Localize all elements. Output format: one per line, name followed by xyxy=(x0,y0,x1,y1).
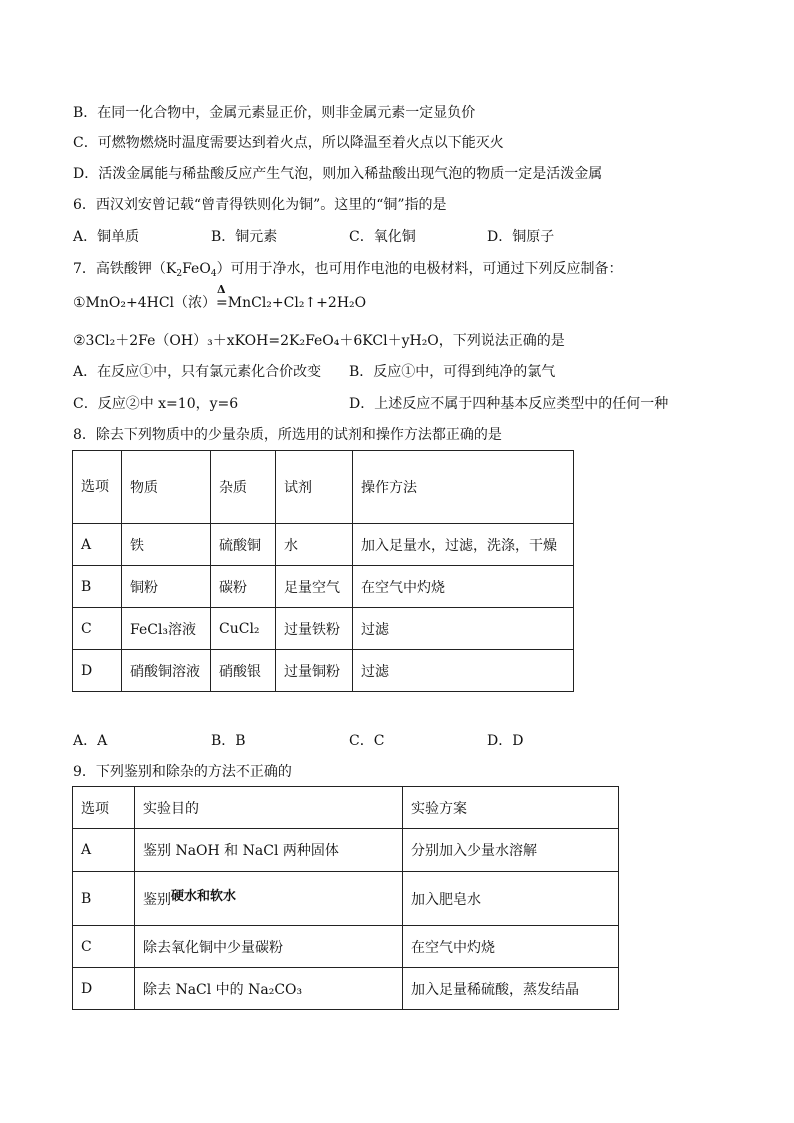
table-cell: 除去氧化铜中少量碳粉 xyxy=(135,926,403,968)
q7-option-d[interactable]: D．上述反应不属于四种基本反应类型中的任何一种 xyxy=(349,396,669,412)
table-cell: FeCl₃溶液 xyxy=(122,608,211,650)
table-cell: 过滤 xyxy=(353,608,574,650)
header-cell: 试剂 xyxy=(276,451,353,524)
table-cell: 硝酸铜溶液 xyxy=(122,650,211,692)
table-cell: 水 xyxy=(276,524,353,566)
q7-option-c[interactable]: C．反应②中 x=10，y=6 xyxy=(73,396,239,412)
table-cell: 碳粉 xyxy=(211,566,276,608)
table-cell: 除去 NaCl 中的 Na₂CO₃ xyxy=(135,968,403,1010)
table-row xyxy=(73,829,619,872)
q7-reaction-2: ②3Cl₂＋2Fe（OH）₃＋xKOH=2K₂FeO₄＋6KCl＋yH₂O，下列说法正确的是 xyxy=(73,333,565,349)
table-cell: 加入足量稀硫酸，蒸发结晶 xyxy=(403,968,619,1010)
q6-option-d[interactable]: D．铜原子 xyxy=(487,229,555,245)
table-cell: 鉴别硬水和软水 xyxy=(135,872,403,926)
table-cell: 铁 xyxy=(122,524,211,566)
table-cell: C xyxy=(73,608,122,650)
table-cell: 分别加入少量水溶解 xyxy=(403,829,619,872)
q6-option-b[interactable]: B．铜元素 xyxy=(211,229,278,245)
table-cell: 硫酸铜 xyxy=(211,524,276,566)
table-cell: B xyxy=(73,566,122,608)
table-cell: 铜粉 xyxy=(122,566,211,608)
table-row xyxy=(73,926,619,968)
heat-sign: Δ xyxy=(217,283,226,296)
header-cell: 物质 xyxy=(122,451,211,524)
q9-stem: 9．下列鉴别和除杂的方法不正确的 xyxy=(73,764,292,780)
table-cell: B xyxy=(73,872,135,926)
header-cell: 实验方案 xyxy=(403,787,619,829)
q5-option-d: D．活泼金属能与稀盐酸反应产生气泡，则加入稀盐酸出现气泡的物质一定是活泼金属 xyxy=(73,166,603,182)
table-row xyxy=(73,650,574,692)
q8-table xyxy=(72,450,574,692)
table-cell: CuCl₂ xyxy=(211,608,276,650)
table-cell: C xyxy=(73,926,135,968)
table-cell: 过滤 xyxy=(353,650,574,692)
table-cell: 足量空气 xyxy=(276,566,353,608)
table-cell: 过量铁粉 xyxy=(276,608,353,650)
table-header-row xyxy=(73,787,619,829)
q5-option-b: B．在同一化合物中，金属元素显正价，则非金属元素一定显负价 xyxy=(73,105,476,121)
q7-options-row1 xyxy=(0,363,794,381)
q6-option-c[interactable]: C．氧化铜 xyxy=(349,229,416,245)
q5-option-c: C．可燃物燃烧时温度需要达到着火点，所以降温至着火点以下能灭火 xyxy=(73,135,504,151)
table-cell: 在空气中灼烧 xyxy=(353,566,574,608)
q6-stem: 6．西汉刘安曾记载“曾青得铁则化为铜”。这里的“铜”指的是 xyxy=(73,197,447,213)
header-cell: 选项 xyxy=(73,787,135,829)
q7-options-row2 xyxy=(0,395,794,413)
header-cell: 实验目的 xyxy=(135,787,403,829)
table-cell: 过量铜粉 xyxy=(276,650,353,692)
table-row xyxy=(73,872,619,926)
table-cell: 鉴别 NaOH 和 NaCl 两种固体 xyxy=(135,829,403,872)
header-cell: 选项 xyxy=(73,451,122,524)
q8-stem: 8．除去下列物质中的少量杂质，所选用的试剂和操作方法都正确的是 xyxy=(73,427,502,443)
table-cell: 硝酸银 xyxy=(211,650,276,692)
header-cell: 操作方法 xyxy=(353,451,574,524)
table-cell: 加入足量水，过滤，洗涤，干燥 xyxy=(353,524,574,566)
table-row xyxy=(73,566,574,608)
q6-options xyxy=(0,228,794,246)
table-cell: D xyxy=(73,968,135,1010)
q7-stem: 7．高铁酸钾$(K_2FeO_4)$可用于净水，也可用作电池的电极材料，可通过下列反应制备： xyxy=(73,261,623,279)
q7-reaction-1: ①MnO₂+4HCl（浓） Δ =MnCl₂+Cl₂↑+2H₂O xyxy=(73,283,367,311)
table-cell: 加入肥皂水 xyxy=(403,872,619,926)
table-header-row xyxy=(73,451,574,524)
table-cell: D xyxy=(73,650,122,692)
q7-option-b[interactable]: B．反应①中，可得到纯净的氯气 xyxy=(349,364,556,380)
q8-option-c[interactable]: C．C xyxy=(349,733,385,749)
q8-option-d[interactable]: D．D xyxy=(487,733,524,749)
table-cell: A xyxy=(73,524,122,566)
header-cell: 杂质 xyxy=(211,451,276,524)
q7-option-a[interactable]: A．在反应①中，只有氯元素化合价改变 xyxy=(73,364,322,380)
q8-options xyxy=(0,732,794,750)
q8-option-b[interactable]: B．B xyxy=(211,733,246,749)
q9-table xyxy=(72,786,619,1010)
table-cell: 在空气中灼烧 xyxy=(403,926,619,968)
table-row xyxy=(73,968,619,1010)
table-row xyxy=(73,524,574,566)
table-row xyxy=(73,608,574,650)
q8-option-a[interactable]: A．A xyxy=(73,733,108,749)
table-cell: A xyxy=(73,829,135,872)
q6-option-a[interactable]: A．铜单质 xyxy=(73,229,140,245)
